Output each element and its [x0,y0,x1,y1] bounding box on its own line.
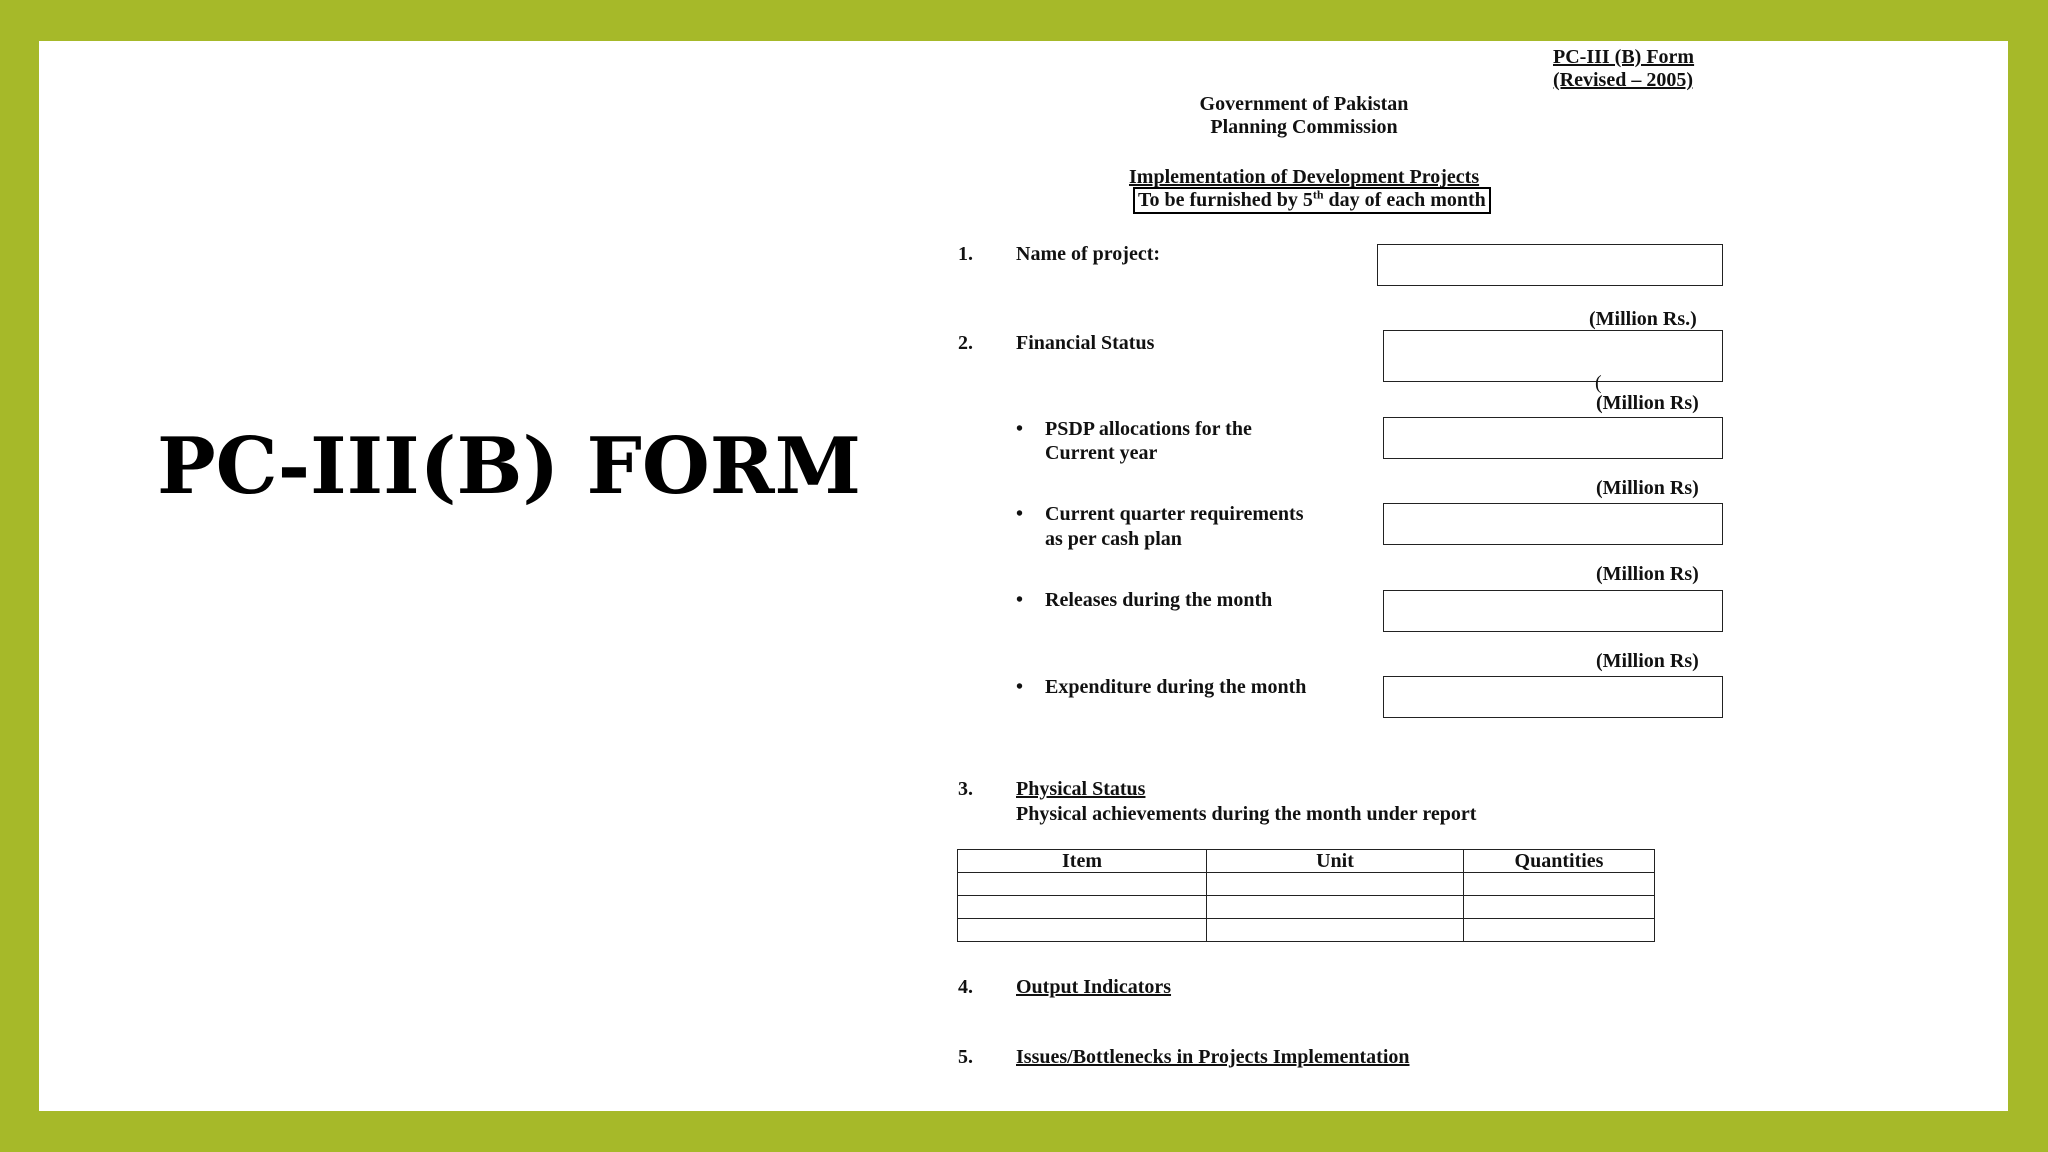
commission-name: Planning Commission [1210,116,1398,138]
unit-label-psdp: (Million Rs) [1596,392,1699,414]
psdp-allocation-field [1383,417,1723,459]
section-1-label: Name of project: [1016,243,1161,265]
table-cell [1207,873,1464,896]
bullet-psdp-line2: Current year [1045,442,1158,464]
bullet-psdp-dot: • [1016,418,1024,440]
table-cell [1464,896,1655,919]
section-5-number: 5. [958,1046,973,1068]
table-cell [1464,919,1655,942]
physical-achievements-table [957,849,1655,942]
bullet-expenditure-dot: • [1016,676,1024,698]
unit-label-releases: (Million Rs) [1596,563,1699,585]
form-code: PC-III (B) Form [1553,46,1695,68]
project-name-field [1377,244,1723,286]
unit-label-expenditure: (Million Rs) [1596,650,1699,672]
section-2-number: 2. [958,332,973,354]
form-revision: (Revised – 2005) [1553,69,1693,91]
bullet-quarter-line2: as per cash plan [1045,528,1182,550]
table-row [958,896,1655,919]
bullet-psdp-line1: PSDP allocations for the [1045,418,1252,440]
unit-label-financial: (Million Rs.) [1589,308,1697,330]
table-cell [1464,873,1655,896]
table-row [958,873,1655,896]
table-cell [1207,919,1464,942]
table-cell [958,873,1207,896]
section-2-label: Financial Status [1016,332,1155,354]
slide [39,41,2008,1111]
col-header-unit: Unit [1207,850,1464,873]
section-5-label: Issues/Bottlenecks in Projects Implementation [1016,1046,1410,1068]
bullet-quarter-line1: Current quarter requirements [1045,503,1304,525]
stray-mark: ( [1595,372,1602,394]
table-row [958,919,1655,942]
col-header-item: Item [958,850,1207,873]
table-cell [958,896,1207,919]
pc3b-form-scan [39,41,2008,1111]
unit-label-quarter: (Million Rs) [1596,477,1699,499]
section-3-label: Physical Status [1016,778,1146,800]
section-4-number: 4. [958,976,973,998]
table-header-row [958,850,1655,873]
bullet-releases-dot: • [1016,589,1024,611]
bullet-releases-line1: Releases during the month [1045,589,1273,611]
section-3-subtitle: Physical achievements during the month under report [1016,803,1477,825]
gov-name: Government of Pakistan [1199,93,1409,115]
bullet-expenditure-line1: Expenditure during the month [1045,676,1307,698]
expenditure-field [1383,676,1723,718]
col-header-quantities: Quantities [1464,850,1655,873]
quarter-requirement-field [1383,503,1723,545]
form-heading: Implementation of Development Projects [1129,166,1480,188]
table-cell [958,919,1207,942]
financial-status-field [1383,330,1723,382]
section-4-label: Output Indicators [1016,976,1172,998]
slide-title: PC-III(B) FORM [157,421,861,512]
deadline-note: To be furnished by 5th day of each month [1133,187,1491,214]
releases-field [1383,590,1723,632]
section-3-number: 3. [958,778,973,800]
section-1-number: 1. [958,243,973,265]
bullet-quarter-dot: • [1016,503,1024,525]
table-cell [1207,896,1464,919]
